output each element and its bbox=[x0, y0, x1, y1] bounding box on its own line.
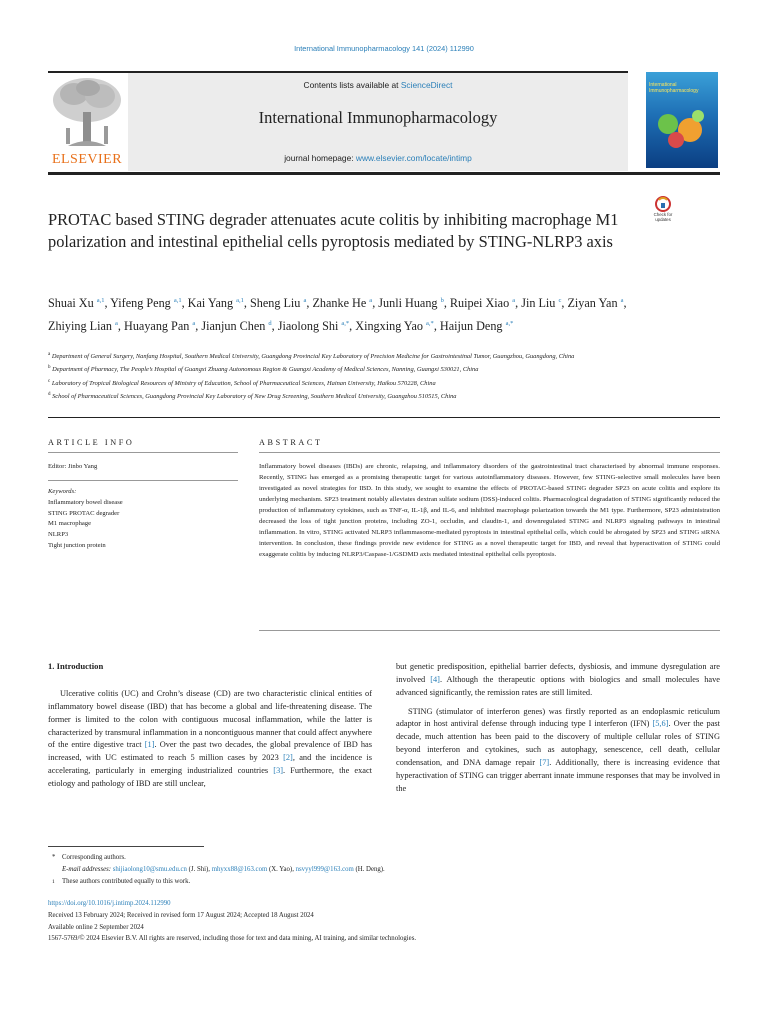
elsevier-logo[interactable] bbox=[48, 76, 126, 168]
keyword-item: M1 macrophage bbox=[48, 520, 92, 528]
section-divider bbox=[48, 417, 720, 418]
author-name[interactable]: Jiaolong Shi bbox=[277, 318, 339, 333]
online-date: Available online 2 September 2024 bbox=[48, 923, 144, 931]
info-rule bbox=[48, 452, 238, 453]
author-name[interactable]: Haijun Deng bbox=[439, 318, 503, 333]
author-name[interactable]: Jianjun Chen bbox=[201, 318, 266, 333]
email-link[interactable]: nsvyyl999@163.com bbox=[295, 866, 354, 873]
elsevier-tree-icon bbox=[48, 76, 126, 150]
homepage-prefix: journal homepage: bbox=[284, 153, 356, 163]
body-column-left bbox=[48, 688, 372, 791]
author-name[interactable]: Ruipei Xiao bbox=[449, 296, 510, 311]
footnote-rule bbox=[48, 846, 204, 847]
author-affiliation-marker[interactable]: a,1 bbox=[173, 297, 182, 304]
author-affiliation-marker[interactable]: a bbox=[115, 319, 118, 327]
author-name[interactable]: Xingxing Yao bbox=[355, 318, 423, 333]
publication-info bbox=[48, 898, 728, 945]
author-name[interactable]: Jin Liu bbox=[521, 296, 556, 311]
author-name[interactable]: Kai Yang bbox=[187, 296, 234, 311]
sciencedirect-link[interactable]: ScienceDirect bbox=[400, 80, 453, 90]
cover-art-icon bbox=[646, 72, 718, 168]
elsevier-wordmark: ELSEVIER bbox=[51, 152, 123, 167]
author-affiliation-marker[interactable]: a,1 bbox=[96, 297, 105, 304]
affiliation-item: $^c$ Laboratory of Tropical Biological Resources of Ministry of Education, School of Pharmaceutical Sciences, Hainan University, Haikou 570228, China bbox=[48, 378, 436, 387]
author-name[interactable]: Zhanke He bbox=[312, 296, 367, 311]
author-name[interactable]: Ziyan Yan bbox=[567, 296, 618, 311]
body-column-right bbox=[396, 661, 720, 795]
journal-reference[interactable]: International Immunopharmacology 141 (2024) 112990 bbox=[294, 44, 474, 53]
email-note: E-mail addresses: shijiaolong10@smu.edu.cn (J. Shi), mhyxx88@163.com (X. Yao), nsvyyl999@163.com (H. Deng). bbox=[62, 866, 385, 873]
citation-link[interactable]: [2] bbox=[283, 753, 293, 763]
journal-title: International Immunopharmacology bbox=[258, 108, 498, 127]
citation-link[interactable]: [5,6] bbox=[652, 719, 669, 729]
author-affiliation-marker[interactable]: a bbox=[192, 319, 196, 327]
citation-link[interactable]: [4] bbox=[430, 674, 440, 684]
abstract-text: Inflammatory bowel diseases (IBDs) are chronic, relapsing, and inflammatory disorders of the gastrointestinal tract characterised by abnormal immune responses. Recently, STING has emerged as a promising therapeutic target for various autoinflammatory diseases. However, few STING-selective small molecules have been investigated as novel strategies for IBD. In this study, we sought to examine the effects of PROTAC-based STING degrader SP23 on acute colitis and explore its underlying mechanism. SP23 treatment notably alleviates dextran sulfate sodium (DSS)-induced colitis. Pharmacological degradation of STING significantly reduced the production of inflammatory cytokines, such as TNF-α, IL-1β, and IL-6, and inhibited macrophage polarization towards the M1 type. Furthermore, SP23 administration decreased the loss of tight junction proteins, including ZO-1, occludin, and claudin-1, and downregulated STING and NLRP3 signaling pathways in intestinal inflammation. In vitro, STING activated NLRP3 inflammasome-mediated pyroptosis in intestinal epithelial cells, which could be abrogated by SP23 and STING siRNA intervention. In conclusion, these findings provide new evidence for STING as a novel therapeutic target for IBD, and reveal that hyperactivation of STING could exaggerate colitis by inducing NLRP3/Caspase-1/GSDMD axis mediated intestinal epithelial cells pyroptosis. bbox=[259, 463, 720, 558]
footnotes bbox=[52, 852, 692, 888]
received-dates: Received 13 February 2024; Received in revised form 17 August 2024; Accepted 18 August 2024 bbox=[48, 911, 314, 919]
header-bottom-rule bbox=[48, 172, 720, 175]
affiliation-item: $^a$ Department of General Surgery, Nanfang Hospital, Southern Medical University, Guangdong Provincial Key Laboratory of Precision Medicine for Gastrointestinal Tumor, Guangzhou, Guangdong, China bbox=[48, 352, 575, 361]
doi-link[interactable]: https://doi.org/10.1016/j.intimp.2024.112990 bbox=[48, 900, 171, 907]
author-affiliation-marker[interactable]: a bbox=[512, 297, 516, 304]
check-for-updates-badge[interactable] bbox=[648, 196, 678, 228]
header-top-rule bbox=[48, 71, 628, 73]
author-name[interactable]: Junli Huang bbox=[378, 296, 438, 311]
contents-available bbox=[128, 80, 628, 90]
affiliation-list bbox=[48, 349, 688, 403]
citation-link[interactable]: [1] bbox=[144, 740, 155, 750]
article-info-heading: ARTICLE INFO bbox=[48, 438, 135, 447]
abstract-rule bbox=[259, 452, 720, 453]
author-name[interactable]: Yifeng Peng bbox=[110, 296, 171, 311]
keyword-item: STING PROTAC degrader bbox=[48, 509, 120, 517]
author-affiliation-marker[interactable]: c bbox=[558, 297, 562, 304]
keyword-item: Inflammatory bowel disease bbox=[48, 499, 123, 506]
author-name[interactable]: Huayang Pan bbox=[124, 318, 190, 333]
affiliation-item: $^b$ Department of Pharmacy, The People’s Hospital of Guangxi Zhuang Autonomous Region & Guangxi Academy of Medical Sciences, Nanning, Guangxi 530021, China bbox=[48, 365, 479, 374]
author-affiliation-marker[interactable]: a,* bbox=[505, 319, 514, 327]
author-affiliation-marker[interactable]: b bbox=[440, 297, 444, 304]
homepage-link[interactable]: www.elsevier.com/locate/intimp bbox=[355, 153, 472, 163]
author-name[interactable]: Sheng Liu bbox=[249, 296, 301, 311]
journal-cover-image[interactable] bbox=[646, 72, 718, 168]
author-affiliation-marker[interactable]: a,* bbox=[426, 319, 434, 327]
abstract-rule bbox=[259, 630, 720, 631]
editor-line: Editor: Jinbo Yang bbox=[48, 463, 98, 470]
info-rule bbox=[48, 480, 238, 481]
citation-link[interactable]: [3] bbox=[273, 766, 284, 776]
citation-link[interactable]: [7] bbox=[539, 757, 550, 767]
author-affiliation-marker[interactable]: d bbox=[268, 319, 272, 327]
email-link[interactable]: mhyxx88@163.com bbox=[211, 866, 268, 873]
author-list: Shuai Xu $^{a,1}$, Yifeng Peng $^{a,1}$, Kai Yang $^{a,1}$, Sheng Liu $^a$, Zhanke He $^a$, Junli Huang $^b$, Ruipei Xiao $^a$, Jin Liu $^c$, Ziyan Yan $^a$, Zhiying Lian $^a$, Huayang Pan $^a$, Jianjun Chen $^d$, Jiaolong Shi $^{a,*}$, Xingxing Yao $^{a,*}$, Haijun Deng $^{a,*}$ bbox=[48, 296, 627, 333]
author-affiliation-marker[interactable]: a bbox=[369, 297, 373, 304]
author-name[interactable]: Shuai Xu bbox=[48, 296, 94, 311]
contents-prefix: Contents lists available at bbox=[303, 80, 401, 90]
affiliation-item: $^d$ School of Pharmaceutical Sciences, Guangdong Provincial Key Laboratory of New Drug Screening, Southern Medical University, Guangzhou 510515, China bbox=[48, 392, 457, 401]
keyword-item: Tight junction protein bbox=[48, 541, 106, 549]
author-affiliation-marker[interactable]: a bbox=[303, 297, 307, 304]
introduction-heading: 1. Introduction bbox=[48, 661, 104, 671]
journal-homepage bbox=[128, 153, 628, 163]
intro-paragraph-1-cont: but genetic predisposition, epithelial barrier defects, dysbiosis, and immune dysregulation are involved [4]. Although the therapeutic options with biologics and small molecules have advanced significantly, the remission rates are still limited. bbox=[396, 662, 720, 697]
article-title: PROTAC based STING degrader attenuates acute colitis by inhibiting macrophage M1 polarization and intestinal epithelial cells pyroptosis mediated by STING-NLRP3 axis bbox=[48, 210, 619, 251]
cover-title: International Immunopharmacology bbox=[649, 82, 699, 94]
author-affiliation-marker[interactable]: a bbox=[620, 297, 624, 304]
author-name[interactable]: Zhiying Lian bbox=[48, 318, 112, 333]
corresponding-note: * Corresponding authors. bbox=[52, 854, 126, 861]
intro-paragraph-2: STING (stimulator of interferon genes) was firstly reported as an endoplasmic reticulum adaptor in host antiviral defense through inducing type I interferon (IFN) [5,6]. Over the past decade, much attention has been paid to the discovery of multiple cellular roles of STING beyond interferon and cytokines, such as autophagy, senescence, cell death, cellular condensation, and DNA damage repair [7]. Additionally, there is increasing evidence that hyperactivation of STING can trigger aberrant innate immune responses that may be involved in the bbox=[396, 706, 720, 793]
check-updates-label: Check for updates bbox=[653, 212, 673, 222]
keyword-item: NLRP3 bbox=[48, 531, 69, 539]
keyword-list bbox=[48, 498, 123, 552]
keywords-label: Keywords: bbox=[48, 488, 77, 495]
equal-contribution-note: 1 These authors contributed equally to this work. bbox=[52, 878, 191, 885]
intro-paragraph-1: Ulcerative colitis (UC) and Crohn’s disease (CD) are two characteristic clinical entities of inflammatory bowel disease (IBD) that has become a global and life-threatening disease. The former is limited to the colon with contiguous mucosal inflammation, while the latter is characterized by transmural inflammation in a noncontiguous manner that could affect anywhere of the entire digestive tract [1]. Over the past two decades, the global prevalence of IBD has increased, with UC estimated to reach 5 million cases by 2023 [2], and the incidence is accelerating, particularly in emerging industrialized countries [3]. Furthermore, the exact etiology and pathology of IBD are still unclear, bbox=[48, 689, 373, 788]
author-affiliation-marker[interactable]: a,1 bbox=[236, 297, 244, 304]
email-link[interactable]: shijiaolong10@smu.edu.cn bbox=[112, 866, 187, 873]
copyright-notice: 1567-5769/© 2024 Elsevier B.V. All rights are reserved, including those for text and data mining, AI training, and similar technologies. bbox=[48, 935, 417, 943]
abstract-heading: ABSTRACT bbox=[259, 438, 323, 447]
author-affiliation-marker[interactable]: a,* bbox=[341, 319, 350, 327]
